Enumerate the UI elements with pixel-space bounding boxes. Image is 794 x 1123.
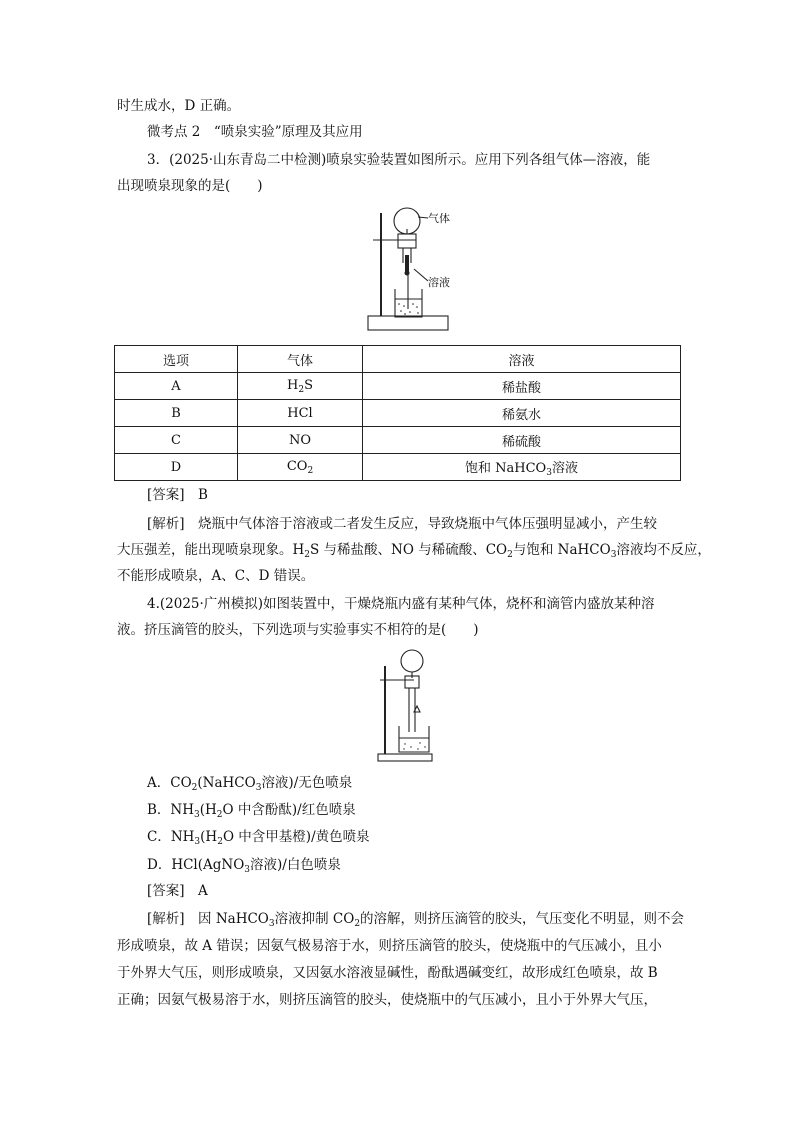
gas-subscript: 2: [307, 465, 314, 476]
q4-analysis-line4: 正确；因氨气极易溶于水，则挤压滴管的胶头，使烧瓶中的气压减小，且小于外界大气压，: [117, 992, 657, 1008]
q4-stem-line2: 液。挤压滴管的胶头，下列选项与实验事实不相符的是( ): [117, 622, 479, 638]
fountain-apparatus-figure-2: [376, 648, 434, 762]
subscript: 3: [194, 837, 201, 847]
gas-cell: NO: [238, 427, 363, 454]
analysis-text: 的溶解，则挤压滴管的胶头，气压变化不明显，则不会: [360, 911, 685, 927]
solution-text: 饱和 NaHCO: [465, 460, 547, 476]
solution-cell: 稀氨水: [363, 400, 681, 427]
option-text: B．NH: [147, 802, 195, 818]
fountain-apparatus-figure: [362, 203, 452, 337]
option-cell: A: [115, 373, 238, 400]
option-text: C．NH: [147, 829, 195, 845]
gas-text: CO: [286, 458, 308, 474]
answer-label: [答案]: [147, 487, 185, 503]
q3-stem-line2: 出现喷泉现象的是( ): [117, 178, 263, 194]
q4-analysis-line3: 于外界大气压，则形成喷泉，又因氨水溶液显碱性，酚酞遇碱变红，故形成红色喷泉，故 B: [117, 965, 658, 981]
option-cell: C: [115, 427, 238, 454]
label-solution: 溶液: [428, 276, 450, 289]
analysis-text: 因 NaHCO: [198, 911, 269, 927]
section-title: 微考点 2 “喷泉实验”原理及其应用: [147, 124, 363, 140]
subscript: 3: [244, 865, 251, 875]
analysis-text: 大压强差，能出现喷泉现象。H: [117, 542, 305, 558]
solution-subscript: 3: [546, 467, 552, 478]
answer-value: B: [198, 487, 208, 503]
q3-stem-line1: 3．(2025·山东青岛二中检测)喷泉实验装置如图所示。应用下列各组气体—溶液，能: [147, 152, 651, 168]
subscript: 2: [217, 837, 223, 847]
option-text: 溶液)/白色喷泉: [250, 857, 341, 873]
option-text: A．CO: [147, 775, 192, 791]
subscript: 2: [191, 783, 198, 793]
option-cell: D: [115, 454, 238, 481]
analysis-text: 与饱和 NaHCO: [512, 542, 611, 558]
subscript: 2: [507, 550, 513, 560]
header-option: 选项: [115, 346, 238, 373]
q4-answer: [147, 881, 208, 901]
option-text: O 中含甲基橙)/黄色喷泉: [222, 829, 370, 845]
analysis-label: [解析]: [147, 911, 185, 927]
table-row: [115, 427, 681, 454]
option-text: (H: [200, 829, 218, 845]
q4-option-d: [147, 855, 341, 880]
option-text: (H: [199, 802, 217, 818]
analysis-text: 溶液均不反应，: [616, 542, 711, 558]
gas-cell: [238, 373, 363, 400]
subscript: 2: [216, 810, 223, 820]
subscript: 3: [194, 810, 200, 820]
q4-option-a: [147, 773, 352, 798]
subscript: 3: [268, 919, 275, 929]
q4-option-b: [147, 800, 356, 825]
analysis-text: 溶液抑制 CO: [274, 911, 355, 927]
q3-answer: [147, 485, 208, 505]
table-row: [115, 400, 681, 427]
gas-cell: [238, 454, 363, 481]
q4-option-c: [147, 827, 370, 852]
gas-text: H: [287, 377, 299, 393]
subscript: 2: [304, 550, 311, 560]
answer-label: [答案]: [147, 883, 185, 899]
option-text: O 中含酚酞)/红色喷泉: [222, 802, 356, 818]
q3-options-table: [114, 345, 681, 481]
analysis-text: S 与稀盐酸、NO 与稀硫酸、CO: [310, 542, 508, 558]
option-text: D．HCl(AgNO: [147, 857, 245, 873]
solution-cell: 稀盐酸: [363, 373, 681, 400]
q4-analysis-line2: 形成喷泉，故 A 错误；因氨气极易溶于水，则挤压滴管的胶头，使烧瓶中的气压减小，且小: [117, 938, 662, 954]
answer-value: A: [198, 883, 208, 899]
gas-cell: HCl: [238, 400, 363, 427]
subscript: 3: [610, 550, 617, 560]
gas-tail: S: [304, 377, 313, 393]
header-gas: 气体: [238, 346, 363, 373]
option-text: (NaHCO: [197, 775, 256, 791]
table-row: [115, 373, 681, 400]
q4-analysis-line1: [147, 909, 684, 934]
subscript: 2: [354, 919, 361, 929]
header-solution: 溶液: [363, 346, 681, 373]
table-header-row: [115, 346, 681, 373]
option-text: 溶液)/无色喷泉: [261, 775, 353, 791]
gas-subscript: 2: [298, 384, 305, 395]
q3-analysis-line1: [147, 514, 657, 534]
q3-analysis-line2: [117, 540, 711, 565]
solution-cell: [363, 454, 681, 481]
solution-tail: 溶液: [551, 460, 578, 476]
solution-cell: 稀硫酸: [363, 427, 681, 454]
subscript: 3: [255, 783, 262, 793]
label-gas: 气体: [428, 212, 450, 225]
para-continuation: 时生成水，D 正确。: [117, 98, 241, 114]
option-cell: B: [115, 400, 238, 427]
analysis-text: 烧瓶中气体溶于溶液或二者发生反应，导致烧瓶中气体压强明显减小，产生较: [198, 516, 658, 532]
table-row: [115, 454, 681, 481]
analysis-label: [解析]: [147, 516, 185, 532]
q4-stem-line1: 4.(2025·广州模拟)如图装置中，干燥烧瓶内盛有某种气体，烧杯和滴管内盛放某种溶: [147, 596, 655, 612]
q3-analysis-line3: 不能形成喷泉，A、C、D 错误。: [117, 568, 315, 584]
